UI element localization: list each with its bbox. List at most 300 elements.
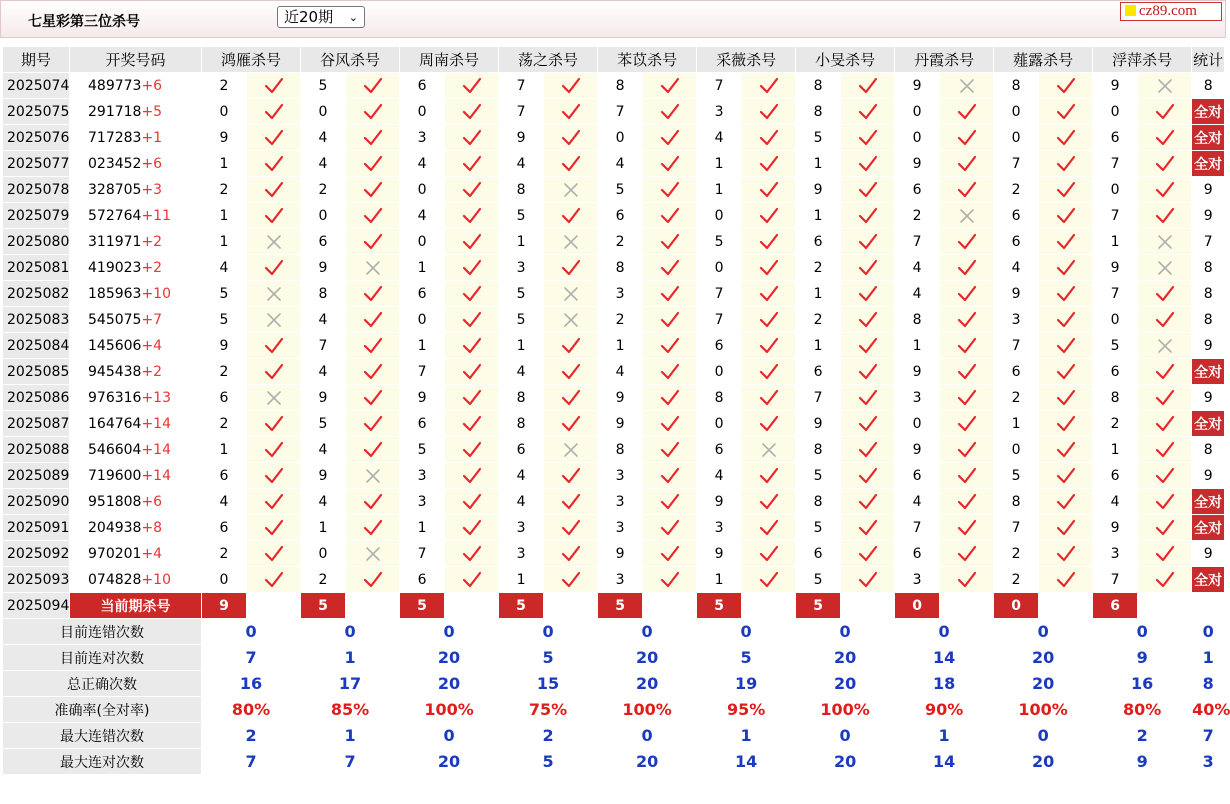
kill-digit-cell: 0 xyxy=(400,307,445,333)
kill-result-cell xyxy=(643,203,697,229)
check-icon xyxy=(957,571,977,589)
kill-digit-cell: 6 xyxy=(895,463,940,489)
period-cell: 2025080 xyxy=(3,229,70,255)
kill-result-cell xyxy=(1138,177,1192,203)
kill-digit-cell: 1 xyxy=(697,567,742,593)
col-header: 小旻杀号 xyxy=(796,47,895,73)
check-icon xyxy=(759,207,779,225)
kill-result-cell xyxy=(841,489,895,515)
draw-number-main: 951808 xyxy=(88,493,142,510)
check-icon xyxy=(561,155,581,173)
col-header: 荡之杀号 xyxy=(499,47,598,73)
kill-result-cell xyxy=(247,411,301,437)
kill-result-cell xyxy=(643,307,697,333)
check-icon xyxy=(660,571,680,589)
all-correct-badge: 全对 xyxy=(1192,515,1225,541)
col-header: 采薇杀号 xyxy=(697,47,796,73)
kill-result-cell xyxy=(940,125,994,151)
kill-digit-cell: 8 xyxy=(895,307,940,333)
current-kill-value: 6 xyxy=(1093,593,1138,619)
kill-digit-cell: 3 xyxy=(598,463,643,489)
kill-digit-cell: 9 xyxy=(1093,255,1138,281)
cross-icon xyxy=(959,208,975,224)
kill-digit-cell: 3 xyxy=(895,385,940,411)
draw-number-main: 572764 xyxy=(88,207,142,224)
kill-digit-cell: 0 xyxy=(202,99,247,125)
col-header: 统计 xyxy=(1192,47,1225,73)
current-kill-blank xyxy=(742,593,796,619)
check-icon xyxy=(957,467,977,485)
cross-icon xyxy=(563,286,579,302)
check-icon xyxy=(1056,155,1076,173)
check-icon xyxy=(660,233,680,251)
draw-number-main: 074828 xyxy=(88,571,142,588)
kill-result-cell xyxy=(445,333,499,359)
all-correct-badge: 全对 xyxy=(1192,489,1225,515)
kill-result-cell xyxy=(544,359,598,385)
stat-value: 20 xyxy=(598,645,697,671)
kill-digit-cell: 6 xyxy=(202,385,247,411)
draw-number-main: 970201 xyxy=(88,545,142,562)
kill-result-cell xyxy=(1138,255,1192,281)
draw-number-main: 719600 xyxy=(88,467,142,484)
check-icon xyxy=(858,389,878,407)
current-kill-blank xyxy=(544,593,598,619)
check-icon xyxy=(858,207,878,225)
check-icon xyxy=(363,415,383,433)
kill-digit-cell: 6 xyxy=(796,229,841,255)
draw-number-main: 419023 xyxy=(88,259,142,276)
check-icon xyxy=(462,363,482,381)
kill-digit-cell: 3 xyxy=(598,281,643,307)
table-row xyxy=(3,99,1225,125)
kill-digit-cell: 9 xyxy=(994,281,1039,307)
check-icon xyxy=(462,467,482,485)
kill-digit-cell: 3 xyxy=(697,515,742,541)
check-icon xyxy=(264,103,284,121)
kill-result-cell xyxy=(544,333,598,359)
check-icon xyxy=(759,285,779,303)
check-icon xyxy=(759,233,779,251)
kill-digit-cell: 5 xyxy=(400,437,445,463)
kill-digit-cell: 0 xyxy=(301,541,346,567)
current-kill-blank xyxy=(1138,593,1192,619)
kill-digit-cell: 0 xyxy=(895,411,940,437)
draw-number-cell xyxy=(70,125,202,151)
kill-digit-cell: 6 xyxy=(202,515,247,541)
kill-result-cell xyxy=(247,541,301,567)
stat-value: 0 xyxy=(301,619,400,645)
kill-digit-cell: 3 xyxy=(598,515,643,541)
period-cell: 2025075 xyxy=(3,99,70,125)
kill-digit-cell: 7 xyxy=(697,307,742,333)
table-row xyxy=(3,125,1225,151)
check-icon xyxy=(957,519,977,537)
kill-result-cell xyxy=(1138,203,1192,229)
kill-digit-cell: 7 xyxy=(598,99,643,125)
draw-number-cell xyxy=(70,177,202,203)
kill-digit-cell: 7 xyxy=(400,541,445,567)
check-icon xyxy=(462,493,482,511)
check-icon xyxy=(363,207,383,225)
kill-digit-cell: 1 xyxy=(499,229,544,255)
kill-digit-cell: 1 xyxy=(796,203,841,229)
kill-result-cell xyxy=(544,125,598,151)
row-total-cell: 8 xyxy=(1192,73,1225,99)
kill-digit-cell: 1 xyxy=(400,333,445,359)
draw-number-cell xyxy=(70,385,202,411)
check-icon xyxy=(660,259,680,277)
check-icon xyxy=(264,493,284,511)
draw-number-main: 204938 xyxy=(88,519,142,536)
table-row xyxy=(3,385,1225,411)
stat-value: 20 xyxy=(400,671,499,697)
kill-result-cell xyxy=(1138,333,1192,359)
kill-result-cell xyxy=(346,385,400,411)
stat-value: 1 xyxy=(895,723,994,749)
kill-result-cell xyxy=(841,411,895,437)
kill-result-cell xyxy=(445,515,499,541)
row-total-cell: 7 xyxy=(1192,229,1225,255)
kill-digit-cell: 3 xyxy=(499,255,544,281)
kill-digit-cell: 5 xyxy=(499,203,544,229)
period-cell: 2025079 xyxy=(3,203,70,229)
check-icon xyxy=(759,363,779,381)
kill-digit-cell: 2 xyxy=(895,203,940,229)
stat-value: 14 xyxy=(697,749,796,775)
kill-result-cell xyxy=(643,411,697,437)
draw-number-main: 976316 xyxy=(88,389,142,406)
kill-result-cell xyxy=(841,515,895,541)
kill-digit-cell: 8 xyxy=(598,73,643,99)
kill-digit-cell: 1 xyxy=(994,411,1039,437)
check-icon xyxy=(957,311,977,329)
current-kill-value: 5 xyxy=(301,593,346,619)
kill-result-cell xyxy=(247,463,301,489)
kill-digit-cell: 4 xyxy=(697,463,742,489)
draw-number-cell xyxy=(70,359,202,385)
row-total-cell: 9 xyxy=(1192,385,1225,411)
kill-result-cell xyxy=(346,307,400,333)
kill-digit-cell: 3 xyxy=(400,489,445,515)
check-icon xyxy=(462,519,482,537)
kill-result-cell xyxy=(1039,203,1093,229)
kill-digit-cell: 2 xyxy=(994,567,1039,593)
check-icon xyxy=(561,467,581,485)
kill-digit-cell: 7 xyxy=(895,229,940,255)
kill-digit-cell: 9 xyxy=(895,151,940,177)
kill-result-cell xyxy=(346,177,400,203)
kill-digit-cell: 1 xyxy=(202,229,247,255)
site-logo[interactable] xyxy=(1120,2,1222,21)
draw-number-plus: +4 xyxy=(141,545,163,562)
kill-digit-cell: 1 xyxy=(400,255,445,281)
current-kill-value: 5 xyxy=(400,593,445,619)
kill-digit-cell: 7 xyxy=(796,385,841,411)
kill-digit-cell: 5 xyxy=(796,567,841,593)
draw-number-plus: +11 xyxy=(141,207,171,224)
stat-value: 16 xyxy=(1093,671,1192,697)
header-bar xyxy=(0,0,1226,38)
stat-value: 1 xyxy=(1192,645,1225,671)
kill-digit-cell: 4 xyxy=(301,489,346,515)
kill-digit-cell: 6 xyxy=(697,437,742,463)
draw-number-main: 185963 xyxy=(88,285,142,302)
table-row xyxy=(3,411,1225,437)
current-kill-blank xyxy=(841,593,895,619)
check-icon xyxy=(462,129,482,147)
logo-square-icon xyxy=(1125,5,1136,16)
period-cell: 2025077 xyxy=(3,151,70,177)
check-icon xyxy=(561,493,581,511)
kill-digit-cell: 7 xyxy=(499,99,544,125)
check-icon xyxy=(660,415,680,433)
stat-value: 0 xyxy=(796,723,895,749)
kill-digit-cell: 5 xyxy=(202,307,247,333)
kill-digit-cell: 1 xyxy=(202,203,247,229)
stat-value: 9 xyxy=(1093,749,1192,775)
check-icon xyxy=(660,337,680,355)
stat-value: 90% xyxy=(895,697,994,723)
draw-number-plus: +8 xyxy=(141,519,163,536)
current-kill-blank xyxy=(940,593,994,619)
kill-result-cell xyxy=(1039,463,1093,489)
kill-digit-cell: 5 xyxy=(697,229,742,255)
stat-value: 80% xyxy=(202,697,301,723)
all-correct-badge: 全对 xyxy=(1192,567,1225,593)
table-row xyxy=(3,229,1225,255)
kill-result-cell xyxy=(1138,73,1192,99)
kill-result-cell xyxy=(247,125,301,151)
stat-value: 17 xyxy=(301,671,400,697)
check-icon xyxy=(1056,181,1076,199)
stat-value: 20 xyxy=(994,749,1093,775)
kill-result-cell xyxy=(544,307,598,333)
kill-digit-cell: 9 xyxy=(499,125,544,151)
all-correct-badge: 全对 xyxy=(1192,125,1225,151)
check-icon xyxy=(462,389,482,407)
draw-number-plus: +10 xyxy=(141,285,171,302)
kill-result-cell xyxy=(346,229,400,255)
period-select[interactable] xyxy=(277,6,365,28)
check-icon xyxy=(858,363,878,381)
check-icon xyxy=(858,493,878,511)
cross-icon xyxy=(563,182,579,198)
kill-digit-cell: 6 xyxy=(994,203,1039,229)
kill-digit-cell: 5 xyxy=(301,73,346,99)
check-icon xyxy=(264,181,284,199)
check-icon xyxy=(462,103,482,121)
check-icon xyxy=(957,493,977,511)
check-icon xyxy=(363,103,383,121)
check-icon xyxy=(1056,545,1076,563)
stat-value: 0 xyxy=(895,619,994,645)
kill-digit-cell: 5 xyxy=(994,463,1039,489)
current-kill-blank xyxy=(346,593,400,619)
check-icon xyxy=(561,571,581,589)
kill-result-cell xyxy=(1138,151,1192,177)
check-icon xyxy=(957,337,977,355)
check-icon xyxy=(1056,389,1076,407)
kill-result-cell xyxy=(1039,489,1093,515)
kill-digit-cell: 8 xyxy=(301,281,346,307)
kill-result-cell xyxy=(247,229,301,255)
kill-digit-cell: 6 xyxy=(598,203,643,229)
kill-digit-cell: 8 xyxy=(1093,385,1138,411)
kill-result-cell xyxy=(742,73,796,99)
stat-value: 100% xyxy=(400,697,499,723)
period-cell: 2025091 xyxy=(3,515,70,541)
kill-result-cell xyxy=(643,437,697,463)
kill-digit-cell: 1 xyxy=(796,281,841,307)
check-icon xyxy=(660,155,680,173)
check-icon xyxy=(363,181,383,199)
draw-number-main: 546604 xyxy=(88,441,142,458)
kill-result-cell xyxy=(940,203,994,229)
kill-result-cell xyxy=(544,489,598,515)
check-icon xyxy=(759,389,779,407)
kill-digit-cell: 3 xyxy=(499,541,544,567)
stat-value: 20 xyxy=(400,749,499,775)
table-row xyxy=(3,307,1225,333)
kill-digit-cell: 0 xyxy=(895,99,940,125)
row-total-cell: 9 xyxy=(1192,541,1225,567)
kill-digit-cell: 2 xyxy=(202,73,247,99)
kill-result-cell xyxy=(742,99,796,125)
period-cell: 2025074 xyxy=(3,73,70,99)
kill-result-cell xyxy=(742,281,796,307)
kill-result-cell xyxy=(841,541,895,567)
check-icon xyxy=(858,415,878,433)
kill-result-cell xyxy=(1138,463,1192,489)
check-icon xyxy=(957,545,977,563)
draw-number-cell xyxy=(70,489,202,515)
check-icon xyxy=(462,337,482,355)
kill-result-cell xyxy=(544,255,598,281)
kill-digit-cell: 4 xyxy=(499,151,544,177)
kill-result-cell xyxy=(544,281,598,307)
check-icon xyxy=(363,337,383,355)
kill-result-cell xyxy=(445,463,499,489)
check-icon xyxy=(660,207,680,225)
kill-digit-cell: 5 xyxy=(499,281,544,307)
check-icon xyxy=(561,259,581,277)
kill-result-cell xyxy=(445,489,499,515)
check-icon xyxy=(660,181,680,199)
check-icon xyxy=(759,519,779,537)
kill-digit-cell: 9 xyxy=(796,411,841,437)
kill-number-table xyxy=(2,46,1230,775)
kill-result-cell xyxy=(841,437,895,463)
kill-result-cell xyxy=(1039,411,1093,437)
stat-value: 8 xyxy=(1192,671,1225,697)
stat-value: 0 xyxy=(1093,619,1192,645)
kill-digit-cell: 4 xyxy=(202,255,247,281)
stat-value: 5 xyxy=(697,645,796,671)
kill-result-cell xyxy=(247,73,301,99)
kill-result-cell xyxy=(1039,567,1093,593)
kill-digit-cell: 6 xyxy=(1093,463,1138,489)
stat-label: 准确率(全对率) xyxy=(3,697,202,723)
draw-number-main: 145606 xyxy=(88,337,142,354)
kill-result-cell xyxy=(445,99,499,125)
kill-digit-cell: 7 xyxy=(895,515,940,541)
kill-digit-cell: 1 xyxy=(1093,229,1138,255)
check-icon xyxy=(660,493,680,511)
stat-value: 0 xyxy=(598,723,697,749)
col-header: 丹霞杀号 xyxy=(895,47,994,73)
check-icon xyxy=(759,545,779,563)
check-icon xyxy=(264,467,284,485)
stat-value: 20 xyxy=(400,645,499,671)
check-icon xyxy=(264,259,284,277)
current-kill-value: 5 xyxy=(796,593,841,619)
cross-icon xyxy=(1157,338,1173,354)
check-icon xyxy=(1056,207,1076,225)
kill-digit-cell: 5 xyxy=(796,125,841,151)
check-icon xyxy=(858,103,878,121)
kill-result-cell xyxy=(544,411,598,437)
check-icon xyxy=(759,493,779,511)
kill-result-cell xyxy=(1039,99,1093,125)
kill-result-cell xyxy=(445,151,499,177)
period-cell: 2025076 xyxy=(3,125,70,151)
check-icon xyxy=(858,337,878,355)
check-icon xyxy=(1155,155,1175,173)
check-icon xyxy=(462,441,482,459)
kill-digit-cell: 9 xyxy=(400,385,445,411)
kill-result-cell xyxy=(742,541,796,567)
draw-number-plus: +14 xyxy=(141,415,171,432)
stat-row xyxy=(3,749,1225,775)
check-icon xyxy=(759,467,779,485)
current-kill-label: 当前期杀号 xyxy=(70,593,202,619)
draw-number-main: 717283 xyxy=(88,129,142,146)
check-icon xyxy=(264,77,284,95)
check-icon xyxy=(1155,415,1175,433)
stat-value: 14 xyxy=(895,749,994,775)
check-icon xyxy=(363,389,383,407)
kill-digit-cell: 1 xyxy=(499,333,544,359)
kill-result-cell xyxy=(841,385,895,411)
kill-digit-cell: 9 xyxy=(301,463,346,489)
current-kill-blank xyxy=(643,593,697,619)
col-header: 周南杀号 xyxy=(400,47,499,73)
stat-value: 80% xyxy=(1093,697,1192,723)
kill-digit-cell: 3 xyxy=(499,515,544,541)
kill-digit-cell: 5 xyxy=(1093,333,1138,359)
kill-result-cell xyxy=(346,411,400,437)
kill-digit-cell: 6 xyxy=(994,229,1039,255)
kill-result-cell xyxy=(841,333,895,359)
stat-value: 7 xyxy=(301,749,400,775)
check-icon xyxy=(1056,441,1076,459)
check-icon xyxy=(1056,77,1076,95)
stat-value: 40% xyxy=(1192,697,1225,723)
kill-digit-cell: 6 xyxy=(796,359,841,385)
stat-label: 最大连对次数 xyxy=(3,749,202,775)
kill-digit-cell: 2 xyxy=(202,411,247,437)
check-icon xyxy=(462,155,482,173)
kill-digit-cell: 4 xyxy=(400,151,445,177)
draw-number-main: 328705 xyxy=(88,181,142,198)
kill-result-cell xyxy=(940,99,994,125)
kill-result-cell xyxy=(445,281,499,307)
kill-result-cell xyxy=(742,177,796,203)
check-icon xyxy=(264,337,284,355)
kill-result-cell xyxy=(346,567,400,593)
check-icon xyxy=(561,103,581,121)
